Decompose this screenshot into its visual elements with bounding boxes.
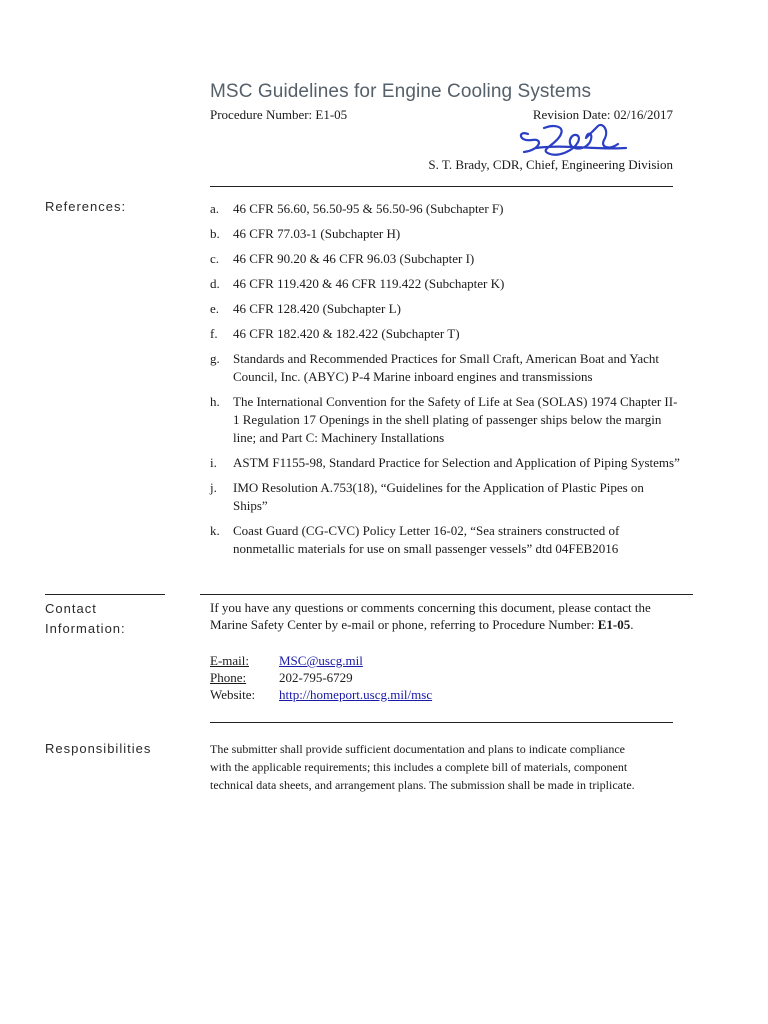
contact-label-line2: Information: xyxy=(45,621,126,636)
reference-text: 46 CFR 119.420 & 46 CFR 119.422 (Subchapter K) xyxy=(233,276,505,291)
responsibilities-label: Responsibilities xyxy=(45,741,152,756)
phone-value: 202-795-6729 xyxy=(279,670,353,685)
contact-period: . xyxy=(630,617,634,632)
reference-text: 46 CFR 128.420 (Subchapter L) xyxy=(233,301,401,316)
reference-letter: h. xyxy=(210,394,220,409)
contact-divider xyxy=(45,594,165,595)
responsibilities-text: The submitter shall provide sufficient documentation and plans to indicate compliance with the applicable requirements; this includes a complete bill of materials, component technical data sheets, and arrangement plans. The submission shall be made in triplicate. xyxy=(210,742,635,792)
reference-letter: b. xyxy=(210,226,220,241)
reference-item xyxy=(210,225,680,243)
phone-label: Phone: xyxy=(210,670,247,685)
signer-line: S. T. Brady, CDR, Chief, Engineering Division xyxy=(428,157,673,172)
reference-text: IMO Resolution A.753(18), “Guidelines for the Application of Plastic Pipes on Ships” xyxy=(233,480,644,513)
reference-letter: d. xyxy=(210,276,220,291)
reference-letter: j. xyxy=(210,480,217,495)
website-link[interactable]: http://homeport.uscg.mil/msc xyxy=(279,687,433,702)
website-label: Website: xyxy=(210,687,256,702)
revision-date: Revision Date: 02/16/2017 xyxy=(532,107,673,122)
contact-row-email xyxy=(210,652,432,669)
contact-row-phone xyxy=(210,669,432,686)
document-title: MSC Guidelines for Engine Cooling Systems xyxy=(210,81,592,102)
reference-letter: g. xyxy=(210,351,220,366)
contact-details xyxy=(210,652,432,703)
reference-item xyxy=(210,522,680,558)
reference-item xyxy=(210,300,680,318)
reference-text: 46 CFR 77.03-1 (Subchapter H) xyxy=(233,226,401,241)
references-label: References: xyxy=(45,199,127,214)
reference-text: 46 CFR 56.60, 56.50-95 & 56.50-96 (Subchapter F) xyxy=(233,201,504,216)
reference-item xyxy=(210,250,680,268)
reference-item xyxy=(210,275,680,293)
reference-letter: i. xyxy=(210,455,217,470)
reference-text: 46 CFR 90.20 & 46 CFR 96.03 (Subchapter I) xyxy=(233,251,475,266)
reference-text: ASTM F1155-98, Standard Practice for Selection and Application of Piping Systems” xyxy=(233,455,680,470)
contact-procedure-ref: E1-05 xyxy=(597,617,631,632)
reference-item xyxy=(210,393,680,447)
reference-text: The International Convention for the Safety of Life at Sea (SOLAS) 1974 Chapter II-1 Regulation 17 Openings in the shell plating of passenger ships below the margin line; and Part C: Machinery Installations xyxy=(233,394,678,445)
email-link[interactable]: MSC@uscg.mil xyxy=(279,653,363,668)
header-divider xyxy=(210,186,673,187)
contact-intro-text: If you have any questions or comments concerning this document, please contact the Marine Safety Center by e-mail or phone, referring to Procedure Number: xyxy=(210,600,651,632)
reference-item xyxy=(210,479,680,515)
contact-row-website xyxy=(210,686,432,703)
contact-intro xyxy=(210,599,690,633)
responsibilities-divider xyxy=(210,722,673,723)
reference-item xyxy=(210,325,680,343)
reference-text: Coast Guard (CG-CVC) Policy Letter 16-02, “Sea strainers constructed of nonmetallic materials for use on small passenger vessels” dtd 04FEB2016 xyxy=(233,523,620,556)
reference-item xyxy=(210,350,680,386)
reference-letter: e. xyxy=(210,301,220,316)
contact-label xyxy=(45,599,126,639)
reference-letter: c. xyxy=(210,251,220,266)
reference-text: Standards and Recommended Practices for Small Craft, American Boat and Yacht Council, Inc. (ABYC) P-4 Marine inboard engines and transmissions xyxy=(233,351,660,384)
reference-text: 46 CFR 182.420 & 182.422 (Subchapter T) xyxy=(233,326,460,341)
contact-divider-right xyxy=(200,594,693,595)
reference-letter: a. xyxy=(210,201,220,216)
reference-letter: k. xyxy=(210,523,220,538)
references-list xyxy=(210,200,680,565)
reference-item xyxy=(210,454,680,472)
procedure-number: Procedure Number: E1-05 xyxy=(210,107,348,122)
reference-letter: f. xyxy=(210,326,218,341)
email-label: E-mail: xyxy=(210,653,249,668)
reference-item xyxy=(210,200,680,218)
contact-label-line1: Contact xyxy=(45,601,97,616)
